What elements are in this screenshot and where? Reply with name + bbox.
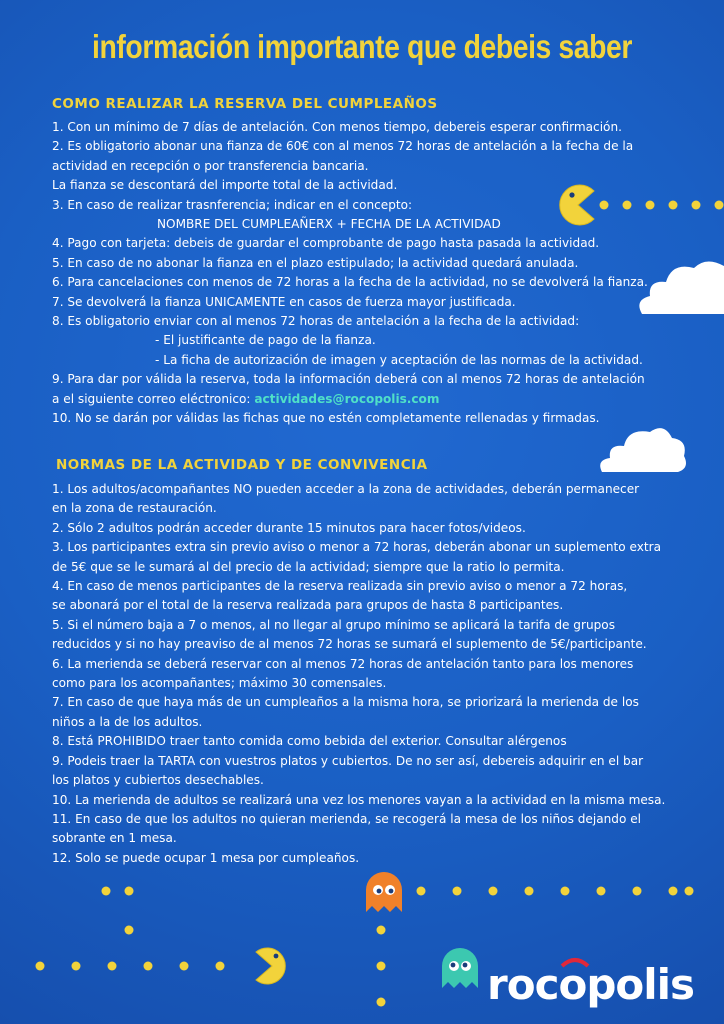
reserva-line: 5. En caso de no abonar la fianza en el plazo estipulado; la actividad quedará anulada. — [52, 255, 579, 270]
pellet-dot — [377, 998, 386, 1007]
normas-line: niños a la de los adultos. — [52, 714, 203, 729]
normas-line: 7. En caso de que haya más de un cumpleaños a la misma hora, se priorizará la merienda de los — [52, 695, 639, 710]
pellet-dot — [102, 887, 111, 896]
ghost-teal-icon — [440, 948, 480, 990]
pellet-dot — [692, 201, 701, 210]
pellet-dot — [377, 926, 386, 935]
cloud-icon — [634, 256, 724, 318]
pellet-dot — [525, 887, 534, 896]
reserva-email-prefix: a el siguiente correo eléctronico: — [52, 391, 255, 406]
reserva-line: 9. Para dar por válida la reserva, toda la información deberá con al menos 72 horas de antelación — [52, 372, 645, 387]
pellet-dot — [144, 962, 153, 971]
normas-heading: NORMAS DE LA ACTIVIDAD Y DE CONVIVENCIA — [56, 457, 428, 473]
pacman-icon — [560, 185, 594, 225]
reserva-subline: - La ficha de autorización de imagen y aceptación de las normas de la actividad. — [155, 352, 643, 367]
reserva-line: actividad en recepción o por transferencia bancaria. — [52, 158, 369, 173]
pellet-dot — [72, 962, 81, 971]
normas-line: de 5€ que se le sumará al del precio de la actividad; siempre que la ratio lo permita. — [52, 559, 565, 574]
pellet-dot — [180, 962, 189, 971]
reserva-line: 6. Para cancelaciones con menos de 72 horas a la fecha de la actividad, no se devolverá la fianza. — [52, 275, 648, 290]
pellet-dot — [561, 887, 570, 896]
email-link[interactable]: actividades@rocopolis.com — [254, 391, 440, 406]
reserva-email-line — [52, 390, 648, 409]
pellet-dot — [669, 887, 678, 896]
normas-line: 3. Los participantes extra sin previo aviso o menor a 72 horas, deberán abonar un suplemento extra — [52, 540, 662, 555]
pellet-dot — [216, 962, 225, 971]
pellet-dot — [633, 887, 642, 896]
normas-line: 1. Los adultos/acompañantes NO pueden acceder a la zona de actividades, deberán permanecer — [52, 482, 640, 496]
pellet-dot — [125, 887, 134, 896]
pellet-dot — [597, 887, 606, 896]
normas-line: 5. Si el número baja a 7 o menos, al no llegar al grupo mínimo se aplicará la tarifa de grupos — [52, 617, 615, 632]
normas-line: como para los acompañantes; máximo 30 comensales. — [52, 676, 387, 691]
reserva-line: 8. Es obligatorio enviar con al menos 72 horas de antelación a la fecha de la actividad: — [52, 314, 580, 329]
normas-list — [52, 480, 665, 868]
reserva-line: 2. Es obligatorio abonar una fianza de 60€ con al menos 72 horas de antelación a la fecha de la — [52, 139, 634, 154]
pellet-dot — [669, 201, 678, 210]
pacman-top-group — [552, 180, 724, 230]
reserva-line: 7. Se devolverá la fianza UNICAMENTE en casos de fuerza mayor justificada. — [52, 294, 516, 309]
normas-line: 4. En caso de menos participantes de la reserva realizada sin previo aviso o menor a 72 horas, — [52, 579, 628, 594]
reserva-line: 1. Con un mínimo de 7 días de antelación. Con menos tiempo, debereis esperar confirmación. — [52, 120, 622, 134]
pellet-dot — [600, 201, 609, 210]
normas-line: 10. La merienda de adultos se realizará una vez los menores vayan a la actividad en la misma mesa. — [52, 792, 666, 807]
normas-line: 8. Está PROHIBIDO traer tanto comida como bebida del exterior. Consultar alérgenos — [52, 734, 567, 749]
normas-line: 11. En caso de que los adultos no quieran merienda, se recogerá la mesa de los niños dejando el — [52, 811, 641, 826]
pellet-dot — [715, 201, 724, 210]
normas-line: reducidos y si no hay preaviso de al menos 72 horas se sumará el suplemento de 5€/participante. — [52, 637, 647, 652]
normas-line: 2. Sólo 2 adultos podrán acceder durante 15 minutos para hacer fotos/videos. — [52, 520, 526, 535]
normas-line: sobrante en 1 mesa. — [52, 831, 177, 846]
pellet-dot — [453, 887, 462, 896]
pacman-icon — [256, 948, 285, 984]
pellet-dot — [36, 962, 45, 971]
normas-line: 9. Podeis traer la TARTA con vuestros platos y cubiertos. De no ser así, debereis adquirir en el bar — [52, 753, 644, 768]
normas-line: 12. Solo se puede ocupar 1 mesa por cumpleaños. — [52, 850, 360, 865]
pellet-dot — [685, 887, 694, 896]
reserva-list — [52, 118, 648, 429]
pellet-dot — [108, 962, 117, 971]
normas-line: se abonará por el total de la reserva realizada para grupos de hasta 8 participantes. — [52, 598, 564, 613]
reserva-line: 3. En caso de realizar trasnferencia; indicar en el concepto: — [52, 197, 413, 212]
pellet-dot — [646, 201, 655, 210]
reserva-subline: - El justificante de pago de la fianza. — [155, 333, 376, 348]
reserva-line: La fianza se descontará del importe total de la actividad. — [52, 178, 398, 193]
pacman-bottom-group — [30, 942, 292, 992]
reserva-heading: COMO REALIZAR LA RESERVA DEL CUMPLEAÑOS — [52, 96, 438, 112]
normas-line: los platos y cubiertos desechables. — [52, 773, 264, 788]
brand-logo: rocopolis — [487, 960, 695, 1009]
normas-line: en la zona de restauración. — [52, 501, 217, 516]
normas-line: 6. La merienda se deberá reservar con al menos 72 horas de antelación tanto para los menores — [52, 656, 634, 671]
ghost-orange-icon — [364, 872, 404, 914]
cloud-icon — [598, 422, 688, 474]
pellet-dot — [125, 926, 134, 935]
page-title: información importante que debeis saber — [92, 28, 632, 65]
concepto-format: NOMBRE DEL CUMPLEAÑERX + FECHA DE LA ACTIVIDAD — [157, 217, 501, 232]
pellet-dot — [623, 201, 632, 210]
reserva-line: 10. No se darán por válidas las fichas que no estén completamente rellenadas y firmadas. — [52, 411, 600, 426]
pellet-dot — [489, 887, 498, 896]
reserva-line: 4. Pago con tarjeta: debeis de guardar el comprobante de pago hasta pasada la actividad. — [52, 236, 600, 251]
pellet-dot — [377, 962, 386, 971]
pellet-dot — [417, 887, 426, 896]
